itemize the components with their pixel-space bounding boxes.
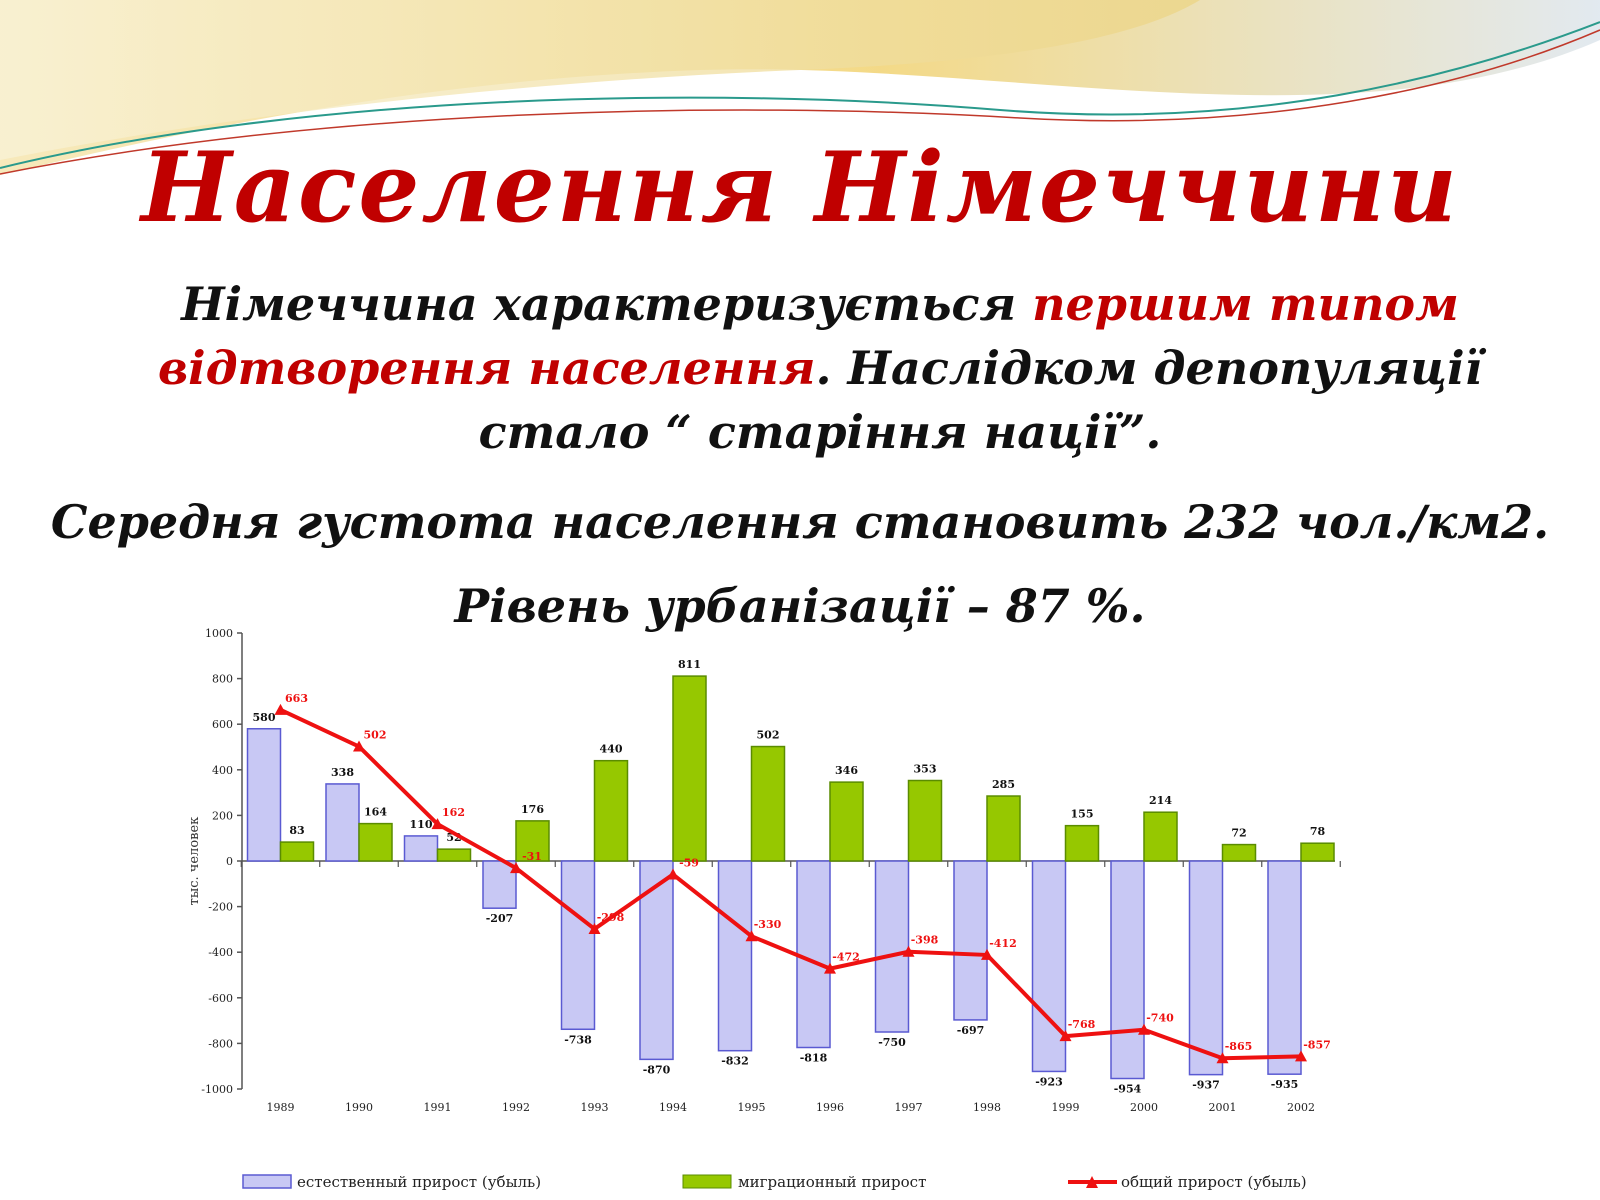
bar-migration-growth — [1144, 812, 1177, 861]
y-tick-label: 400 — [212, 763, 233, 777]
x-tick-label: 1999 — [1051, 1101, 1080, 1114]
bar-migration-growth — [830, 782, 863, 861]
bar-natural-growth — [719, 861, 752, 1051]
data-label-total: 162 — [442, 806, 465, 820]
data-label-migration: 285 — [992, 778, 1015, 792]
bar-natural-growth — [405, 836, 438, 861]
x-tick-label: 2001 — [1208, 1101, 1237, 1114]
x-tick-label: 1994 — [659, 1101, 687, 1114]
line-total-growth — [281, 710, 1302, 1058]
data-label-total: -768 — [1067, 1018, 1096, 1032]
data-label-total: -31 — [522, 850, 542, 864]
data-label-natural: 110 — [409, 817, 433, 831]
bar-natural-growth — [1268, 861, 1301, 1074]
data-label-migration: 155 — [1070, 807, 1094, 821]
data-label-natural: -750 — [878, 1036, 906, 1049]
urbanization-statement: Рівень урбанізації – 87 %. — [454, 579, 1146, 633]
legend-swatch-natural — [243, 1175, 291, 1188]
data-label-migration: 72 — [1231, 826, 1247, 840]
data-label-migration: 176 — [521, 802, 544, 816]
legend-label-natural: естественный прирост (убыль) — [297, 1173, 542, 1191]
data-label-migration: 78 — [1309, 825, 1326, 839]
data-label-natural: 338 — [331, 765, 354, 779]
x-tick-label: 1989 — [266, 1101, 295, 1114]
legend-swatch-migration — [683, 1175, 731, 1188]
data-label-total: 663 — [285, 691, 308, 705]
data-label-natural: -818 — [799, 1051, 828, 1065]
bar-migration-growth — [909, 781, 942, 861]
y-tick-label: 600 — [212, 718, 233, 732]
bar-natural-growth — [954, 861, 987, 1020]
data-label-total: -412 — [989, 936, 1017, 950]
bar-migration-growth — [359, 824, 392, 861]
bar-natural-growth — [248, 729, 281, 861]
bar-migration-growth — [281, 842, 314, 861]
y-tick-label: -400 — [208, 946, 233, 960]
data-label-migration: 83 — [289, 824, 305, 838]
intro-text-start: Німеччина характеризується — [181, 277, 1033, 331]
y-tick-label: -1000 — [201, 1083, 233, 1096]
bar-natural-growth — [640, 861, 673, 1059]
x-tick-label: 1990 — [345, 1101, 373, 1114]
y-tick-label: 0 — [226, 855, 233, 868]
data-label-total: -59 — [679, 856, 699, 870]
data-label-natural: -954 — [1113, 1082, 1142, 1096]
x-tick-label: 1995 — [737, 1101, 766, 1114]
data-label-natural: -832 — [721, 1054, 749, 1068]
legend-label-migration: миграционный прирост — [738, 1173, 927, 1191]
data-label-natural: -207 — [485, 912, 514, 926]
data-label-total: -398 — [910, 933, 939, 947]
data-label-migration: 440 — [599, 742, 623, 756]
data-label-total: -298 — [596, 910, 625, 924]
data-label-total: -865 — [1224, 1040, 1253, 1054]
data-label-natural: -738 — [564, 1033, 592, 1047]
y-tick-label: -600 — [208, 991, 233, 1005]
x-tick-label: 2002 — [1287, 1101, 1315, 1114]
data-label-total: -740 — [1146, 1011, 1174, 1025]
x-tick-label: 1992 — [502, 1101, 530, 1114]
slide-title: Населення Німеччини — [141, 131, 1459, 244]
bar-natural-growth — [1111, 861, 1144, 1079]
bar-migration-growth — [1223, 845, 1256, 861]
data-label-total: -857 — [1303, 1038, 1331, 1052]
x-tick-label: 1991 — [423, 1101, 452, 1114]
data-label-total: -472 — [832, 950, 860, 964]
bar-natural-growth — [876, 861, 909, 1032]
marker-total-growth — [275, 704, 287, 715]
bar-natural-growth — [1190, 861, 1223, 1075]
x-tick-label: 1998 — [973, 1101, 1001, 1114]
bar-migration-growth — [1066, 826, 1099, 861]
bar-migration-growth — [1301, 843, 1334, 861]
y-axis-title: тыс. человек — [187, 816, 202, 906]
data-label-migration: 346 — [835, 764, 858, 778]
data-label-natural: -935 — [1270, 1078, 1299, 1092]
x-tick-label: 1996 — [816, 1101, 844, 1114]
data-label-natural: -923 — [1035, 1075, 1063, 1089]
x-tick-label: 1997 — [894, 1101, 923, 1114]
data-label-natural: -870 — [642, 1063, 671, 1077]
x-tick-label: 1993 — [580, 1101, 609, 1114]
intro-text-end: . Наслідком депопуляції стало “ старіння нації”. — [478, 341, 1483, 459]
data-label-natural: -697 — [956, 1023, 985, 1037]
y-tick-label: -200 — [208, 900, 233, 914]
legend-label-total: общий прирост (убыль) — [1121, 1173, 1307, 1191]
y-tick-label: -800 — [208, 1037, 233, 1051]
bar-natural-growth — [326, 784, 359, 861]
data-label-natural: 580 — [252, 710, 276, 724]
data-label-total: 502 — [363, 728, 387, 742]
data-label-total: -330 — [753, 918, 782, 932]
y-tick-label: 800 — [212, 672, 233, 686]
bar-natural-growth — [797, 861, 830, 1048]
x-tick-label: 2000 — [1130, 1101, 1158, 1114]
intro-highlight: першим типом відтворення населення — [157, 277, 1459, 395]
bar-migration-growth — [673, 676, 706, 861]
bar-migration-growth — [752, 747, 785, 861]
bar-migration-growth — [438, 849, 471, 861]
y-tick-label: 200 — [212, 809, 233, 823]
data-label-migration: 353 — [913, 762, 937, 776]
bar-migration-growth — [987, 796, 1020, 861]
y-tick-label: 1000 — [205, 627, 233, 640]
data-label-migration: 52 — [446, 831, 462, 845]
data-label-migration: 502 — [756, 728, 780, 742]
bar-migration-growth — [595, 761, 628, 861]
bar-natural-growth — [562, 861, 595, 1029]
bar-natural-growth — [483, 861, 516, 908]
data-label-migration: 811 — [678, 658, 701, 672]
data-label-natural: -937 — [1192, 1078, 1220, 1092]
data-label-migration: 214 — [1149, 794, 1172, 808]
data-label-migration: 164 — [364, 805, 387, 819]
density-statement: Середня густота населення становить 232 чол./км2. — [50, 495, 1550, 549]
